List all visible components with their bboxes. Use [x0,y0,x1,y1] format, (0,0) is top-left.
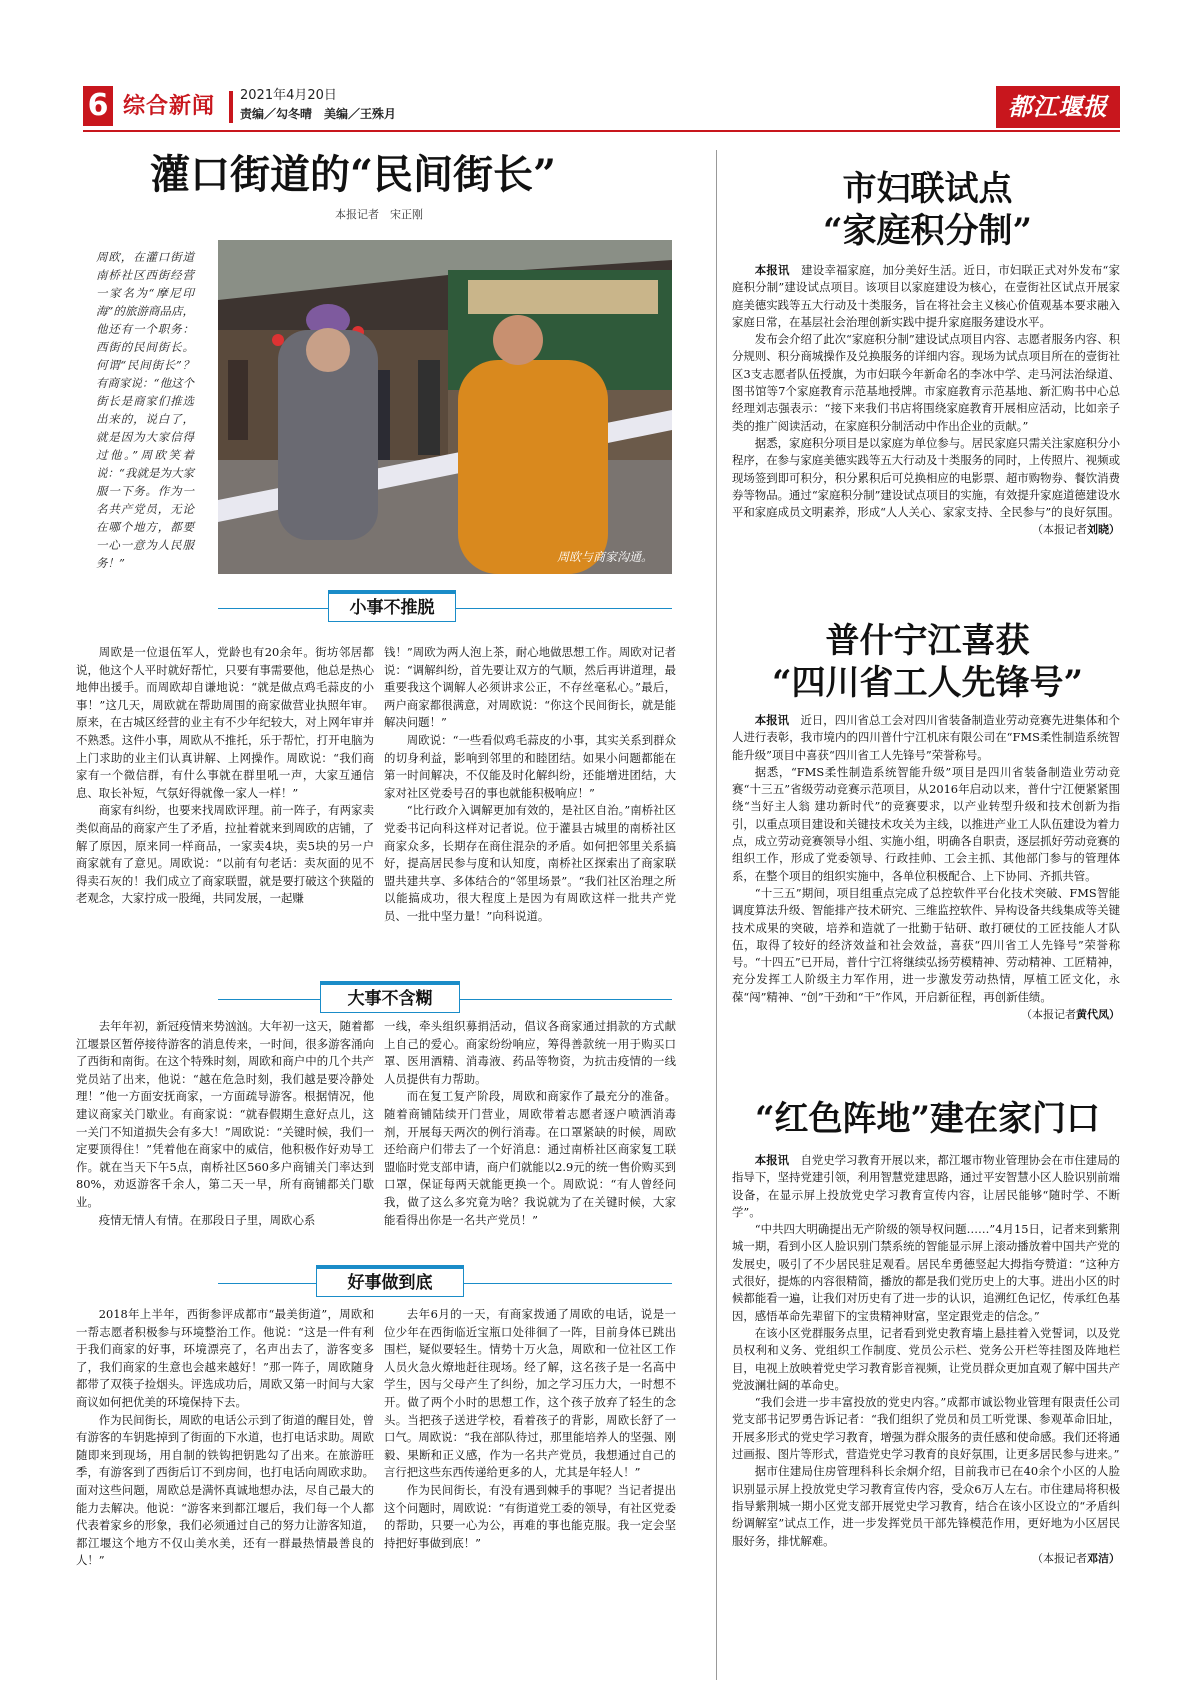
article-3-tag: 本报讯 [754,1153,790,1167]
main-byline: 本报记者 宋正刚 [335,208,423,221]
article-2-title-line-2: “四川省工人先锋号” [771,663,1084,703]
editors-credit: 责编／勾冬晴 美编／王殊月 [240,107,397,121]
article-1-body: 本报讯 建设幸福家庭，加分美好生活。近日，市妇联正式对外发布“家庭积分制”建设试点项目。该项目以家庭建设为核心，在壹街社区试点开展家庭美德实践等五大行动及十类服务，旨在将社会主义核心价值观基本要求融入家庭日常，在基层社会治理创新实践中提升家庭服务建设水平。 发布会介绍了此次“家庭积分制”建设试点项目内容、志愿者服务内容、积分规则、积分商城操作及兑换服务的详细内容。现场为试点项目所在的壹街社区3支志愿者队伍授旗，为市妇联今年新命名的李冰中学、走马河法治绿道、图书馆等7个家庭教育示范基地授牌。市家庭教育示范基地、新汇购书中心总经理刘志强表示：“接下来我们书店将围绕家庭教育开展相应活动，比如亲子类的推广阅读活动，在家庭积分制活动中作出企业的贡献。” 据悉，家庭积分项目是以家庭为单位参与。居民家庭只需关注家庭积分小程序，在参与家庭美德实践等五大行动及十类服务的同时，上传照片、视频或现场签到即可积分，积分累积后可兑换相应的电影票、超市购物券、餐饮消费券等物品。通过“家庭积分制”建设试点项目的实施，有效提升家庭道德建设水平和家庭成员文明素养，形成“人人关心、家家支持、全民参与”的良好氛围。 （本报记者刘晓） [732,263,1120,537]
subhead-3: 好事做到底 [316,1265,464,1297]
main-intro: 周欧，在灌口街道南桥社区西街经营一家名为“摩尼印海”的旅游商品店，他还有一个职务：西街的民间街长。何谓“民间街长”？有商家说：“他这个街长是商家们推选出来的，说白了，就是因为大家信得过他。”周欧笑着说：“我就是为大家服一下务。作为一名共产党员，无论在哪个地方，都要一心一意为人民服务！” [96,250,194,570]
section-3-col-1: 2018年上半年，西街参评成都市“最美街道”，周欧和一帮志愿者积极参与环境整治工作。他说：“这是一件有利于我们商家的好事，环境漂亮了，名声出去了，游客变多了，我们商家的生意也会越来越好！”那一阵子，周欧随身都带了双筷子捡烟头。评选成功后，周欧又第一时间与大家商议如何把优美的环境保持下去。 作为民间街长，周欧的电话公示到了街道的醒目处，曾有游客的车钥匙掉到了街面的下水道，也打电话求助。周欧随即来到现场，用自制的铁钩把钥匙勾了出来。在旅游旺季，有游客到了西街后订不到房间，也打电话向周欧求助。面对这些问题，周欧总是满怀真诚地想办法，尽自己最大的能力去解决。他说：“游客来到都江堰后，我们每一个人都代表着家乡的形象，我们必须通过自己的努力让游客知道，都江堰这个地方不仅山美水美，还有一群最热情最善良的人！” [76,1307,374,1568]
article-1-title-line-2: “家庭积分制” [822,211,1033,251]
header-rule [83,130,1120,132]
subhead-1: 小事不推脱 [328,590,456,622]
article-1-title-line-1: 市妇联试点 [842,169,1013,209]
section-3-col-2: 去年6月的一天，有商家拨通了周欧的电话，说是一位少年在西街临近宝瓶口处徘徊了一阵，目前身体已跳出围栏，疑似要轻生。情势十万火急，周欧和一位社区工作人员火急火燎地赶往现场。经了解，这名孩子是一名高中学生，因与父母产生了纠纷，加之学习压力大，一时想不开。做了两个小时的思想工作，这个孩子放弃了轻生的念头。当把孩子送进学校，看着孩子的背影，周欧长舒了一口气。周欧说：“我在部队待过，那里能培养人的坚强、刚毅、果断和正义感，作为一名共产党员，我想通过自己的言行把这些东西传递给更多的人，尤其是年轻人！” 作为民间街长，有没有遇到棘手的事呢？当记者提出这个问题时，周欧说：“有街道党工委的领导，有社区党委的帮助，只要一心为公，再难的事也能克服。我一定会坚持把好事做到底！” [384,1307,676,1550]
article-3-title: “红色阵地”建在家门口 [754,1099,1101,1139]
main-headline: 灌口街道的“民间街长” [150,151,557,198]
section-2-col-1: 去年年初，新冠疫情来势汹汹。大年初一这天，随着都江堰景区暂停接待游客的消息传来，一时间，很多游客涌向了西街和南街。在这个特殊时刻，周欧和商户中的几个共产党员站了出来，他说：“越在危急时刻，我们越是要冷静处理！”他一方面安抚商家，一方面疏导游客。根据情况，他建议商家关门歇业。有商家说：“就春假期生意好点儿，这一关门不知道损失会有多大！”周欧说：“关键时候，我们一定要顶得住！”凭着他在商家中的威信，他积极作好劝导工作。就在当天下午5点，南桥社区560多户商铺关门率达到80%，劝返游客千余人，第二天一早，所有商铺都关门歇业。 疫情无情人有情。在那段日子里，周欧心系 [76,1019,374,1227]
section-title: 综合新闻 [123,94,216,119]
article-3-author: （本报记者邓洁） [1032,1551,1120,1565]
section-2-col-2: 一线，牵头组织募捐活动，倡议各商家通过捐款的方式献上自己的爱心。商家纷纷响应，筹得善款统一用于购买口罩、医用酒精、消毒液、药品等物资，为抗击疫情的一线人员提供有力帮助。 而在复工复产阶段，周欧和商家作了最充分的准备。随着商铺陆续开门营业，周欧带着志愿者逐户喷洒消毒剂，开展每天两次的例行消毒。在口罩紧缺的时候，周欧还给商户们带去了一个好消息：通过南桥社区商家复工联盟临时党支部申请，商户们就能以2.9元的统一售价购买到口罩，保证每两天就能更换一个。周欧说：“有人曾经问我，做了这么多究竟为啥？我说就为了在关键时候，大家能看得出你是一名共产党员！” [384,1019,676,1227]
article-3-body: 本报讯 自党史学习教育开展以来，都江堰市物业管理协会在市住建局的指导下，坚持党建引领，利用智慧党建思路，通过平安智慧小区人脸识别前端设备，在显示屏上投放党史学习教育宣传内容，让居民能够“随时学、不断学”。 “中共四大明确提出无产阶级的领导权问题……”4月15日，记者来到紫荆城一期，看到小区人脸识别门禁系统的智能显示屏上滚动播放着中国共产党的发展史，吸引了不少居民驻足观看。居民牟勇德竖起大拇指夸赞道：“这种方式很好，提炼的内容很精简，播放的都是我们党历史上的大事。进出小区的时候都能看一遍，让我们对历史有了进一步的认识，追溯红色记忆，传承红色基因，感悟革命先辈留下的宝贵精神财富，坚定跟党走的信念。” 在该小区党群服务点里，记者看到党史教育墙上悬挂着入党誓词，以及党员权利和义务、党组织工作制度、党员公示栏、党务公开栏等挂图及阵地栏目，电视上放映着党史学习教育影音视频，让党员群众更加直观了解中国共产党波澜壮阔的革命史。 “我们会进一步丰富投放的党史内容。”成都市诚讼物业管理有限责任公司党支部书记罗勇告诉记者：“我们组织了党员和员工听党课、参观革命旧址，开展多形式的党史学习教育，增强为群众服务的责任感和使命感。我们还将通过画报、图片等形式，营造党史学习教育的良好氛围，让更多居民参与进来。” 据市住建局住房管理科科长余炯介绍，目前我市已在40余个小区的人脸识别显示屏上投放党史学习教育宣传内容，受众6万人左右。市住建局将积极指导紫荆城一期小区党支部开展党史学习教育，结合在该小区设立的“矛盾纠纷调解室”试点工作，进一步发挥党员干部先锋模范作用，更好地为小区居民服好务，排忧解难。 （本报记者邓洁） [732,1153,1120,1565]
header-divider [229,91,233,123]
article-2-author: （本报记者黄代凤） [1021,1008,1120,1022]
article-2-tag: 本报讯 [754,713,790,727]
column-divider [716,150,717,1680]
page-number: 6 [83,86,113,126]
news-photo [218,240,672,574]
section-1-col-1: 周欧是一位退伍军人，党龄也有20余年。街坊邻居都说，他这个人平时就好帮忙，只要有事需要他，他总是热心地伸出援手。而周欧却自谦地说：“就是做点鸡毛蒜皮的小事！”这几天，周欧就在帮助周围的商家做营业执照年审。原来，在古城区经营的业主有不少年纪较大，对上网年审并不熟悉。这件小事，周欧从不推托，乐于帮忙，打开电脑为上门求助的业主们认真讲解、上网操作。周欧说：“我们商家有一个微信群，有什么事就在群里吼一声，大家互通信息、取长补短，气氛好得就像一家人一样！” 商家有纠纷，也要来找周欧评理。前一阵子，有两家卖类似商品的商家产生了矛盾，拉扯着就来到周欧的店铺，了解了原因，原来同一样商品，一家卖4块，卖5块的另一户商家就有了意见。周欧说：“以前有句老话：卖灰面的见不得卖石灰的！我们成立了商家联盟，就是要打破这个狭隘的老观念，大家拧成一股绳，共同发展，一起赚 [76,645,374,906]
article-2-title-line-1: 普什宁江喜获 [825,621,1030,661]
article-1-tag: 本报讯 [754,263,790,277]
subhead-2: 大事不含糊 [320,981,460,1013]
issue-date: 2021年4月20日 [240,88,337,103]
article-2-body: 本报讯 近日，四川省总工会对四川省装备制造业劳动竞赛先进集体和个人进行表彰，我市境内的四川普什宁江机床有限公司在“FMS柔性制造系统智能升级”项目中喜获“四川省工人先锋号”荣誉称号。 据悉，“FMS柔性制造系统智能升级”项目是四川省装备制造业劳动竞赛“十三五”省级劳动竞赛示范项目，从2016年启动以来，普什宁江便紧紧围绕“当好主人翁 建功新时代”的竞赛要求，以产业转型升级和技术创新为指引，以重点项目建设和关键技术攻关为主线，以推进产业工人队伍建设为着力点，成立劳动竞赛领导小组、实施小组，明确各自职责，逐层抓好劳动竞赛的组织工作，形成了党委领导、行政挂帅、工会主抓、其他部门参与的管理体系，在整个项目的组织实施中，各单位积极配合、上下协同、齐抓共管。 “十三五”期间，项目组重点完成了总控软件平台化技术突破、FMS智能调度算法升级、智能排产技术研究、三维监控软件、异构设备共线集成等关键技术成果的突破，培养和造就了一批勤于钻研、敢打硬仗的工匠技能人才队伍，取得了较好的经济效益和社会效益，喜获“四川省工人先锋号”荣誉称号。“十四五”已开局，普什宁江将继续弘扬劳模精神、劳动精神、工匠精神，充分发挥工人阶级主力军作用，进一步激发劳动热情，厚植工匠文化，永葆“闯”精神、“创”干劲和“干”作风，开启新征程，再创新佳绩。 （本报记者黄代凤） [732,713,1120,1022]
newspaper-logo: 都江堰报 [996,86,1120,128]
photo-caption: 周欧与商家沟通。 [557,550,654,564]
article-1-author: （本报记者刘晓） [1032,523,1120,537]
section-1-col-2: 钱！”周欧为两人泡上茶，耐心地做思想工作。周欧对记者说：“调解纠纷，首先要让双方的气顺，然后再讲道理，最重要我这个调解人必须讲求公正，不存丝毫私心。”最后，两户商家都很满意，对周欧说：“你这个民间街长，就是能解决问题！” 周欧说：“一些看似鸡毛蒜皮的小事，其实关系到群众的切身利益，影响到邻里的和睦团结。如果小问题都能在第一时间解决，不仅能及时化解纠纷，还能增进团结，大家对社区党委号召的事也就能积极响应！” “比行政介入调解更加有效的，是社区自治。”南桥社区党委书记向科这样对记者说。位于灌县古城里的南桥社区商家众多，长期存在商住混杂的矛盾。如何把邻里关系搞好，提高居民参与度和认知度，南桥社区探索出了商家联盟共建共享、多体结合的“邻里场景”。“我们社区治理之所以能搞成功，很大程度上是因为有周欧这样一批共产党员、一批中坚力量！”向科说道。 [384,645,676,923]
